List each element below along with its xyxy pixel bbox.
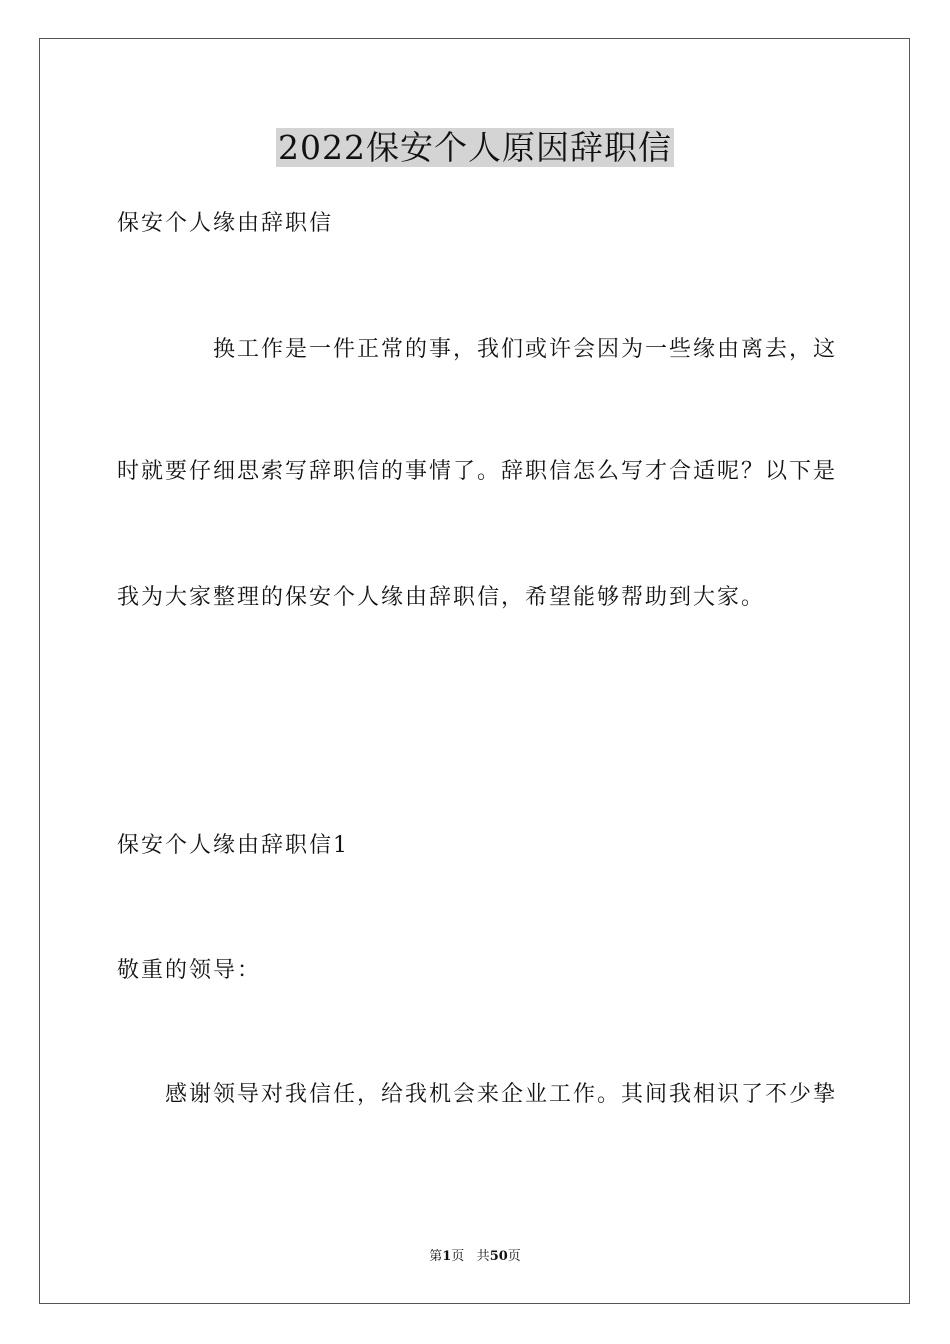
- total-pages: 50: [489, 1249, 508, 1264]
- page-number: 1: [442, 1249, 452, 1264]
- subtitle-line: 保安个人缘由辞职信: [117, 211, 334, 236]
- paragraph-line-2: 时就要仔细思索写辞职信的事情了。辞职信怎么写才合适呢？以下是: [117, 459, 838, 484]
- total-suffix: 页: [507, 1249, 521, 1264]
- salutation-line: 敬重的领导：: [117, 958, 262, 983]
- body-line-1: 感谢领导对我信任，给我机会来企业工作。其间我相识了不少挚: [165, 1082, 838, 1107]
- paragraph-line-3: 我为大家整理的保安个人缘由辞职信，希望能够帮助到大家。: [117, 585, 766, 610]
- page-suffix: 页: [451, 1249, 465, 1264]
- page-footer: [0, 1248, 950, 1266]
- document-title-text: 2022保安个人原因辞职信: [278, 128, 672, 167]
- total-prefix: 共: [476, 1249, 490, 1264]
- paragraph-line-1: 换工作是一件正常的事，我们或许会因为一些缘由离去，这: [213, 337, 838, 362]
- page-prefix: 第: [429, 1249, 443, 1264]
- document-title: [0, 128, 950, 168]
- section-heading: 保安个人缘由辞职信1: [117, 833, 349, 858]
